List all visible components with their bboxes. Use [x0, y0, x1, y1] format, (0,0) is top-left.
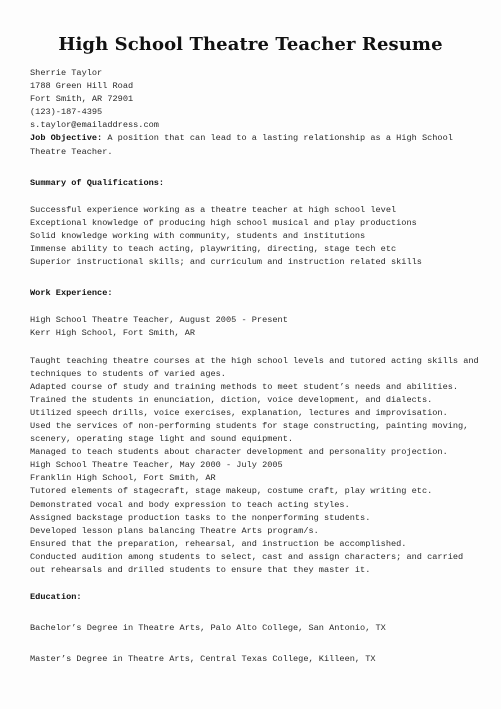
- qualifications-list: [30, 204, 480, 269]
- experience-line: Tutored elements of stagecraft, stage makeup, costume craft, play writing etc.: [30, 486, 433, 497]
- job-title: High School Theatre Teacher, August 2005 - Present: [30, 315, 288, 326]
- qualification-item: Solid knowledge working with community, students and institutions: [30, 230, 366, 241]
- contact-phone: (123)-187-4395: [30, 107, 103, 118]
- education-degree: Master’s Degree in Theatre Arts, Central Texas College, Killeen, TX: [30, 654, 376, 665]
- experience-line: Demonstrated vocal and body expression to teach acting styles.: [30, 499, 350, 510]
- contact-street: 1788 Green Hill Road: [30, 81, 134, 92]
- resume-body: [30, 67, 480, 666]
- experience-heading: Work Experience:: [30, 288, 113, 299]
- experience-line: Utilized speech drills, voice exercises, explanation, lectures and improvisation.: [30, 407, 448, 418]
- contact-email: s.taylor@emailaddress.com: [30, 120, 159, 131]
- experience-line: Used the services of non-performing students for stage constructing, painting moving, scenery, operating stage light and sound equipment.: [30, 420, 469, 445]
- qualifications-heading: Summary of Qualifications:: [30, 177, 165, 188]
- experience-line: Managed to teach students about character development and personality projection.: [30, 447, 448, 458]
- experience-line: Taught teaching theatre courses at the high school levels and tutored acting skills and techniques to students of varied ages.: [30, 355, 479, 379]
- job-employer: Kerr High School, Fort Smith, AR: [30, 328, 196, 339]
- objective-label: Job Objective:: [30, 133, 103, 144]
- experience-line: Conducted audition among students to select, cast and assign characters; and carried out rehearsals and drilled students to ensure that they master it.: [30, 551, 464, 575]
- contact-block: [30, 67, 480, 132]
- experience-line: Ensured that the preparation, rehearsal, and instruction be accomplished.: [30, 538, 407, 549]
- experience-line: Adapted course of study and training methods to meet student’s needs and abilities.: [30, 381, 459, 392]
- experience-line: Developed lesson plans balancing Theatre Arts program/s.: [30, 525, 319, 536]
- experience-line: Assigned backstage production tasks to the nonperforming students.: [30, 512, 371, 523]
- qualification-item: Exceptional knowledge of producing high school musical and play productions: [30, 217, 417, 228]
- job-objective: [30, 132, 480, 158]
- contact-city: Fort Smith, AR 72901: [30, 94, 134, 105]
- contact-name: Sherrie Taylor: [30, 68, 103, 78]
- objective-text: A position that can lead to a lasting relationship as a High School Theatre Teacher.: [30, 133, 453, 157]
- education-heading: Education:: [30, 592, 82, 603]
- page-title: High School Theatre Teacher Resume: [58, 34, 443, 55]
- qualification-item: Successful experience working as a theatre teacher at high school level: [30, 204, 397, 215]
- experience-list: [30, 355, 480, 578]
- experience-line: High School Theatre Teacher, May 2000 - July 2005: [30, 460, 283, 471]
- experience-line: Trained the students in enunciation, diction, voice development, and dialects.: [30, 394, 433, 405]
- qualification-item: Superior instructional skills; and curriculum and instruction related skills: [30, 257, 422, 268]
- education-degree: Bachelor’s Degree in Theatre Arts, Palo Alto College, San Antonio, TX: [30, 623, 386, 634]
- experience-line: Franklin High School, Fort Smith, AR: [30, 473, 216, 484]
- qualification-item: Immense ability to teach acting, playwriting, directing, stage tech etc: [30, 244, 397, 255]
